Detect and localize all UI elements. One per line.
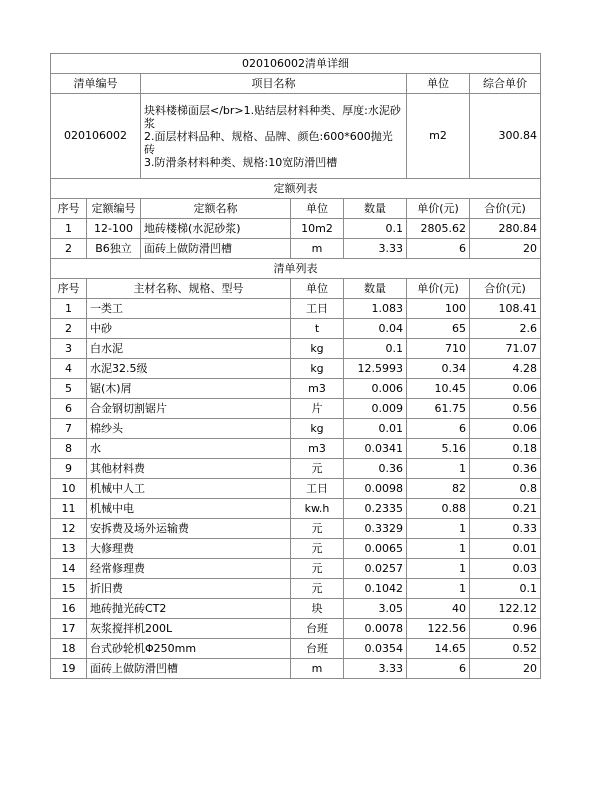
material-unit: 元 [291,579,344,599]
material-row [51,499,541,519]
material-unit: 台班 [291,619,344,639]
material-unit: 元 [291,519,344,539]
material-unit: 元 [291,559,344,579]
material-qty: 0.0341 [344,439,407,459]
material-row [51,419,541,439]
material-seq: 11 [51,499,87,519]
material-name: 锯(木)屑 [87,379,291,399]
material-unit: 片 [291,399,344,419]
material-row [51,519,541,539]
material-price: 10.45 [407,379,470,399]
bill-desc-line-2: 2.面层材料品种、规格、品牌、颜色:600*600抛光砖 [144,129,393,156]
material-qty: 3.33 [344,659,407,679]
material-total: 0.06 [470,379,541,399]
material-row [51,539,541,559]
material-price: 122.56 [407,619,470,639]
material-price: 40 [407,599,470,619]
material-name: 折旧费 [87,579,291,599]
quota-qty: 3.33 [344,239,407,259]
title-row [51,54,541,74]
material-qty: 0.2335 [344,499,407,519]
material-name: 白水泥 [87,339,291,359]
material-seq: 6 [51,399,87,419]
material-row [51,379,541,399]
material-unit: m3 [291,439,344,459]
material-seq: 12 [51,519,87,539]
material-seq: 5 [51,379,87,399]
quota-qty: 0.1 [344,219,407,239]
bill-header-row [51,74,541,94]
material-qty: 0.0257 [344,559,407,579]
material-seq: 16 [51,599,87,619]
material-price: 710 [407,339,470,359]
material-unit: 元 [291,539,344,559]
bill-price: 300.84 [470,94,541,179]
material-price: 1 [407,459,470,479]
material-qty: 0.0354 [344,639,407,659]
material-total: 122.12 [470,599,541,619]
material-price: 1 [407,579,470,599]
material-name: 棉纱头 [87,419,291,439]
quota-code-header: 定额编号 [87,199,141,219]
material-qty: 0.006 [344,379,407,399]
material-row [51,599,541,619]
material-name: 大修理费 [87,539,291,559]
material-seq: 4 [51,359,87,379]
material-price: 100 [407,299,470,319]
material-total: 0.21 [470,499,541,519]
material-total: 0.18 [470,439,541,459]
material-unit: t [291,319,344,339]
material-price: 6 [407,659,470,679]
material-seq: 2 [51,319,87,339]
material-price: 1 [407,539,470,559]
material-price: 65 [407,319,470,339]
material-seq: 7 [51,419,87,439]
material-total: 0.52 [470,639,541,659]
material-name: 灰浆搅拌机200L [87,619,291,639]
material-row [51,399,541,419]
bill-desc-line-3: 3.防滑条材料种类、规格:10宽防滑凹槽 [144,155,338,169]
material-qty: 0.0098 [344,479,407,499]
bill-description [141,94,407,179]
material-unit: m [291,659,344,679]
material-total: 108.41 [470,299,541,319]
material-row [51,639,541,659]
bill-price-header: 综合单价 [470,74,541,94]
material-price-header: 单价(元) [407,279,470,299]
material-total: 0.1 [470,579,541,599]
material-seq: 9 [51,459,87,479]
material-unit: m3 [291,379,344,399]
material-qty: 0.3329 [344,519,407,539]
material-total: 0.06 [470,419,541,439]
bill-unit: m2 [407,94,470,179]
quota-seq: 1 [51,219,87,239]
material-qty: 0.0065 [344,539,407,559]
material-name: 台式砂轮机Φ250mm [87,639,291,659]
material-total: 2.6 [470,319,541,339]
quota-seq-header: 序号 [51,199,87,219]
bill-desc-line-1: 块料楼梯面层</br>1.贴结层材料种类、厚度:水泥砂浆 [144,103,401,130]
material-row [51,619,541,639]
material-total: 0.33 [470,519,541,539]
material-name-header: 主材名称、规格、型号 [87,279,291,299]
quota-name: 地砖楼梯(水泥砂浆) [141,219,291,239]
material-row [51,659,541,679]
material-name: 水 [87,439,291,459]
material-section-row [51,259,541,279]
material-unit: kg [291,419,344,439]
material-header-row [51,279,541,299]
material-unit: kg [291,339,344,359]
quota-code: 12-100 [87,219,141,239]
material-price: 6 [407,419,470,439]
material-name: 中砂 [87,319,291,339]
quota-total: 20 [470,239,541,259]
material-qty: 0.009 [344,399,407,419]
material-total: 20 [470,659,541,679]
material-row [51,479,541,499]
material-name: 面砖上做防滑凹槽 [87,659,291,679]
material-total: 0.8 [470,479,541,499]
material-seq: 13 [51,539,87,559]
material-section-title: 清单列表 [51,259,541,279]
quota-name: 面砖上做防滑凹槽 [141,239,291,259]
material-name: 地砖抛光砖CT2 [87,599,291,619]
quota-unit: m [291,239,344,259]
material-seq: 3 [51,339,87,359]
material-total: 0.56 [470,399,541,419]
material-total-header: 合价(元) [470,279,541,299]
material-seq: 14 [51,559,87,579]
material-price: 82 [407,479,470,499]
material-name: 安拆费及场外运输费 [87,519,291,539]
material-qty: 0.1042 [344,579,407,599]
material-qty: 0.0078 [344,619,407,639]
material-price: 1 [407,519,470,539]
quota-qty-header: 数量 [344,199,407,219]
quota-total: 280.84 [470,219,541,239]
material-qty: 12.5993 [344,359,407,379]
material-total: 0.03 [470,559,541,579]
material-price: 61.75 [407,399,470,419]
material-name: 机械中人工 [87,479,291,499]
material-seq: 10 [51,479,87,499]
material-unit: 元 [291,459,344,479]
material-qty: 1.083 [344,299,407,319]
quota-section-title: 定额列表 [51,179,541,199]
material-name: 合金钢切割锯片 [87,399,291,419]
bill-detail-table [50,53,541,679]
quota-section-row [51,179,541,199]
quota-header-row [51,199,541,219]
material-price: 5.16 [407,439,470,459]
material-unit-header: 单位 [291,279,344,299]
material-qty: 0.36 [344,459,407,479]
material-row [51,339,541,359]
quota-price: 6 [407,239,470,259]
material-unit: 工日 [291,299,344,319]
quota-seq: 2 [51,239,87,259]
material-total: 71.07 [470,339,541,359]
material-unit: kw.h [291,499,344,519]
material-unit: 工日 [291,479,344,499]
quota-total-header: 合价(元) [470,199,541,219]
material-total: 0.01 [470,539,541,559]
material-total: 0.96 [470,619,541,639]
material-row [51,579,541,599]
material-seq: 19 [51,659,87,679]
material-seq: 1 [51,299,87,319]
material-seq: 8 [51,439,87,459]
material-qty: 3.05 [344,599,407,619]
material-unit: 台班 [291,639,344,659]
material-row [51,359,541,379]
quota-row [51,239,541,259]
material-price: 14.65 [407,639,470,659]
bill-row [51,94,541,179]
material-name: 其他材料费 [87,459,291,479]
material-qty-header: 数量 [344,279,407,299]
material-row [51,459,541,479]
material-name: 经常修理费 [87,559,291,579]
material-unit: 块 [291,599,344,619]
material-price: 1 [407,559,470,579]
material-price: 0.34 [407,359,470,379]
bill-code: 020106002 [51,94,141,179]
material-total: 0.36 [470,459,541,479]
material-row [51,559,541,579]
material-row [51,439,541,459]
quota-code: B6独立 [87,239,141,259]
sheet-title: 020106002清单详细 [51,54,541,74]
material-row [51,319,541,339]
material-total: 4.28 [470,359,541,379]
material-name: 一类工 [87,299,291,319]
material-seq-header: 序号 [51,279,87,299]
material-qty: 0.04 [344,319,407,339]
bill-code-header: 清单编号 [51,74,141,94]
material-name: 水泥32.5级 [87,359,291,379]
material-seq: 17 [51,619,87,639]
quota-unit-header: 单位 [291,199,344,219]
quota-price: 2805.62 [407,219,470,239]
material-qty: 0.01 [344,419,407,439]
quota-name-header: 定额名称 [141,199,291,219]
material-seq: 15 [51,579,87,599]
quota-row [51,219,541,239]
material-name: 机械中电 [87,499,291,519]
material-qty: 0.1 [344,339,407,359]
quota-unit: 10m2 [291,219,344,239]
material-unit: kg [291,359,344,379]
bill-unit-header: 单位 [407,74,470,94]
material-seq: 18 [51,639,87,659]
bill-name-header: 项目名称 [141,74,407,94]
quota-price-header: 单价(元) [407,199,470,219]
material-price: 0.88 [407,499,470,519]
material-row [51,299,541,319]
